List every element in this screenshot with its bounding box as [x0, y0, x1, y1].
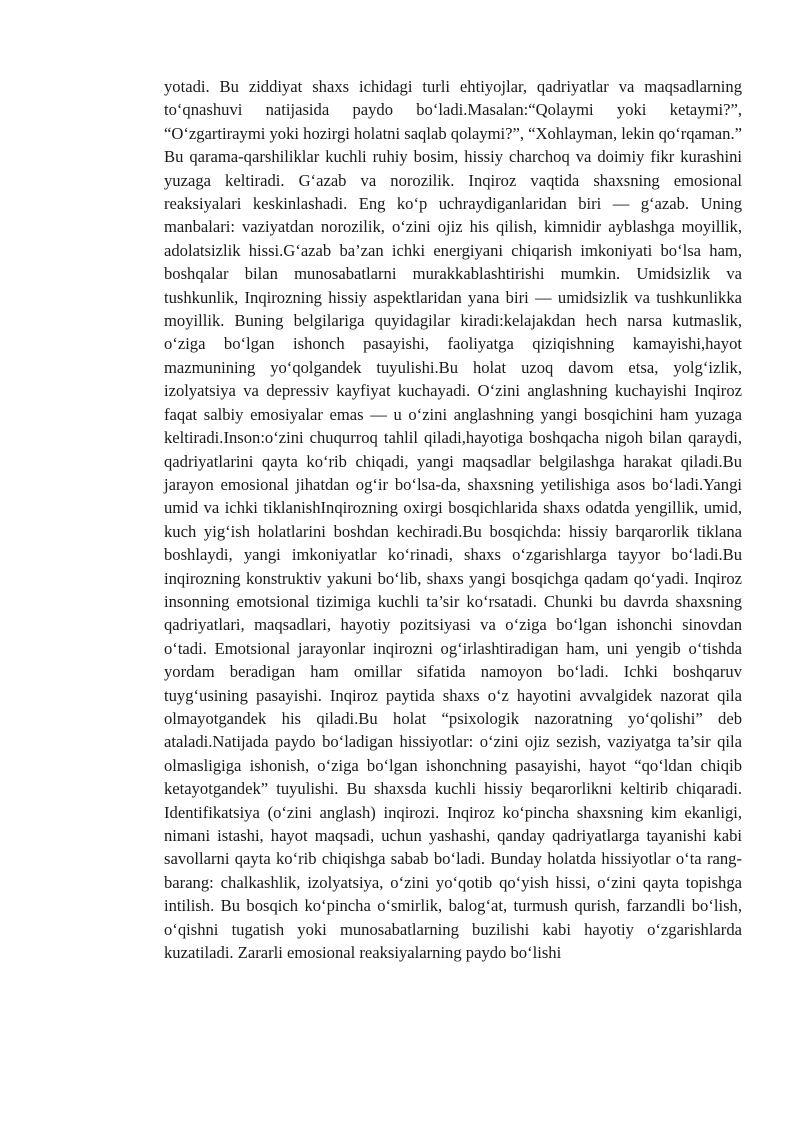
document-page — [164, 75, 742, 964]
body-paragraph: yotadi. Bu ziddiyat shaxs ichidagi turli ehtiyojlar, qadriyatlar va maqsadlarning to‘qnashuvi natijasida paydo bo‘ladi.Masalan:“Qolaymi yoki ketaymi?”, “O‘zgartiraymi yoki hozirgi holatni saqlab qolaymi?”, “Xohlayman, lekin qo‘rqaman.” Bu qarama-qarshiliklar kuchli ruhiy bosim, hissiy charchoq va doimiy fikr kurashini yuzaga keltiradi. G‘azab va norozilik. Inqiroz vaqtida shaxsning emosional reaksiyalari keskinlashadi. Eng ko‘p uchraydiganlaridan biri — g‘azab. Uning manbalari: vaziyatdan norozilik, o‘zini ojiz his qilish, kimnidir ayblashga moyillik, adolatsizlik hissi.G‘azab ba’zan ichki energiyani chiqarish imkoniyati bo‘lsa ham, boshqalar bilan munosabatlarni murakkablashtirishi mumkin. Umidsizlik va tushkunlik, Inqirozning hissiy aspektlaridan yana biri — umidsizlik va tushkunlikka moyillik. Buning belgilariga quyidagilar kiradi:kelajakdan hech narsa kutmaslik, o‘ziga bo‘lgan ishonch pasayishi, faoliyatga qiziqishning kamayishi,hayot mazmunining yo‘qolgandek tuyulishi.Bu holat uzoq davom etsa, yolg‘izlik, izolyatsiya va depressiv kayfiyat kuchayadi. O‘zini anglashning kuchayishi Inqiroz faqat salbiy emosiyalar emas — u o‘zini anglashning yangi bosqichini ham yuzaga keltiradi.Inson:o‘zini chuqurroq tahlil qiladi,hayotiga boshqacha nigoh bilan qaraydi, qadriyatlarini qayta ko‘rib chiqadi, yangi maqsadlar belgilashga harakat qiladi.Bu jarayon emosional jihatdan og‘ir bo‘lsa-da, shaxsning yetilishiga asos bo‘ladi.Yangi umid va ichki tiklanishInqirozning oxirgi bosqichlarida shaxs odatda yengillik, umid, kuch yig‘ish holatlarini boshdan kechiradi.Bu bosqichda: hissiy barqarorlik tiklana boshlaydi, yangi imkoniyatlar ko‘rinadi, shaxs o‘zgarishlarga tayyor bo‘ladi.Bu inqirozning konstruktiv yakuni bo‘lib, shaxs yangi bosqichga qadam qo‘yadi. Inqiroz insonning emotsional tizimiga kuchli ta’sir ko‘rsatadi. Chunki bu davrda shaxsning qadriyatlari, maqsadlari, hayotiy pozitsiyasi va o‘ziga bo‘lgan ishonchi sinovdan o‘tadi. Emotsional jarayonlar inqirozni og‘irlashtiradigan ham, uni yengib o‘tishda yordam beradigan ham omillar sifatida namoyon bo‘ladi. Ichki boshqaruv tuyg‘usining pasayishi. Inqiroz paytida shaxs o‘z hayotini avvalgidek nazorat qila olmayotgandek his qiladi.Bu holat “psixologik nazoratning yo‘qolishi” deb ataladi.Natijada paydo bo‘ladigan hissiyotlar: o‘zini ojiz sezish, vaziyatga ta’sir qila olmasligiga ishonish, o‘ziga bo‘lgan ishonchning pasayishi, hayot “qo‘ldan chiqib ketayotgandek” tuyulishi. Bu shaxsda kuchli hissiy beqarorlikni keltirib chiqaradi. Identifikatsiya (o‘zini anglash) inqirozi. Inqiroz ko‘pincha shaxsning kim ekanligi, nimani istashi, hayot maqsadi, uchun yashashi, qanday qadriyatlarga tayanishi kabi savollarni qayta ko‘rib chiqishga sabab bo‘ladi. Bunday holatda hissiyotlar o‘ta rang-barang: chalkashlik, izolyatsiya, o‘zini yo‘qotib qo‘yish hissi, o‘zini qayta topishga intilish. Bu bosqich ko‘pincha o‘smirlik, balog‘at, turmush qurish, farzandli bo‘lish, o‘qishni tugatish yoki munosabatlarning buzilishi kabi hayotiy o‘zgarishlarda kuzatiladi. Zararli emosional reaksiyalarning paydo bo‘lishi — [164, 77, 742, 963]
